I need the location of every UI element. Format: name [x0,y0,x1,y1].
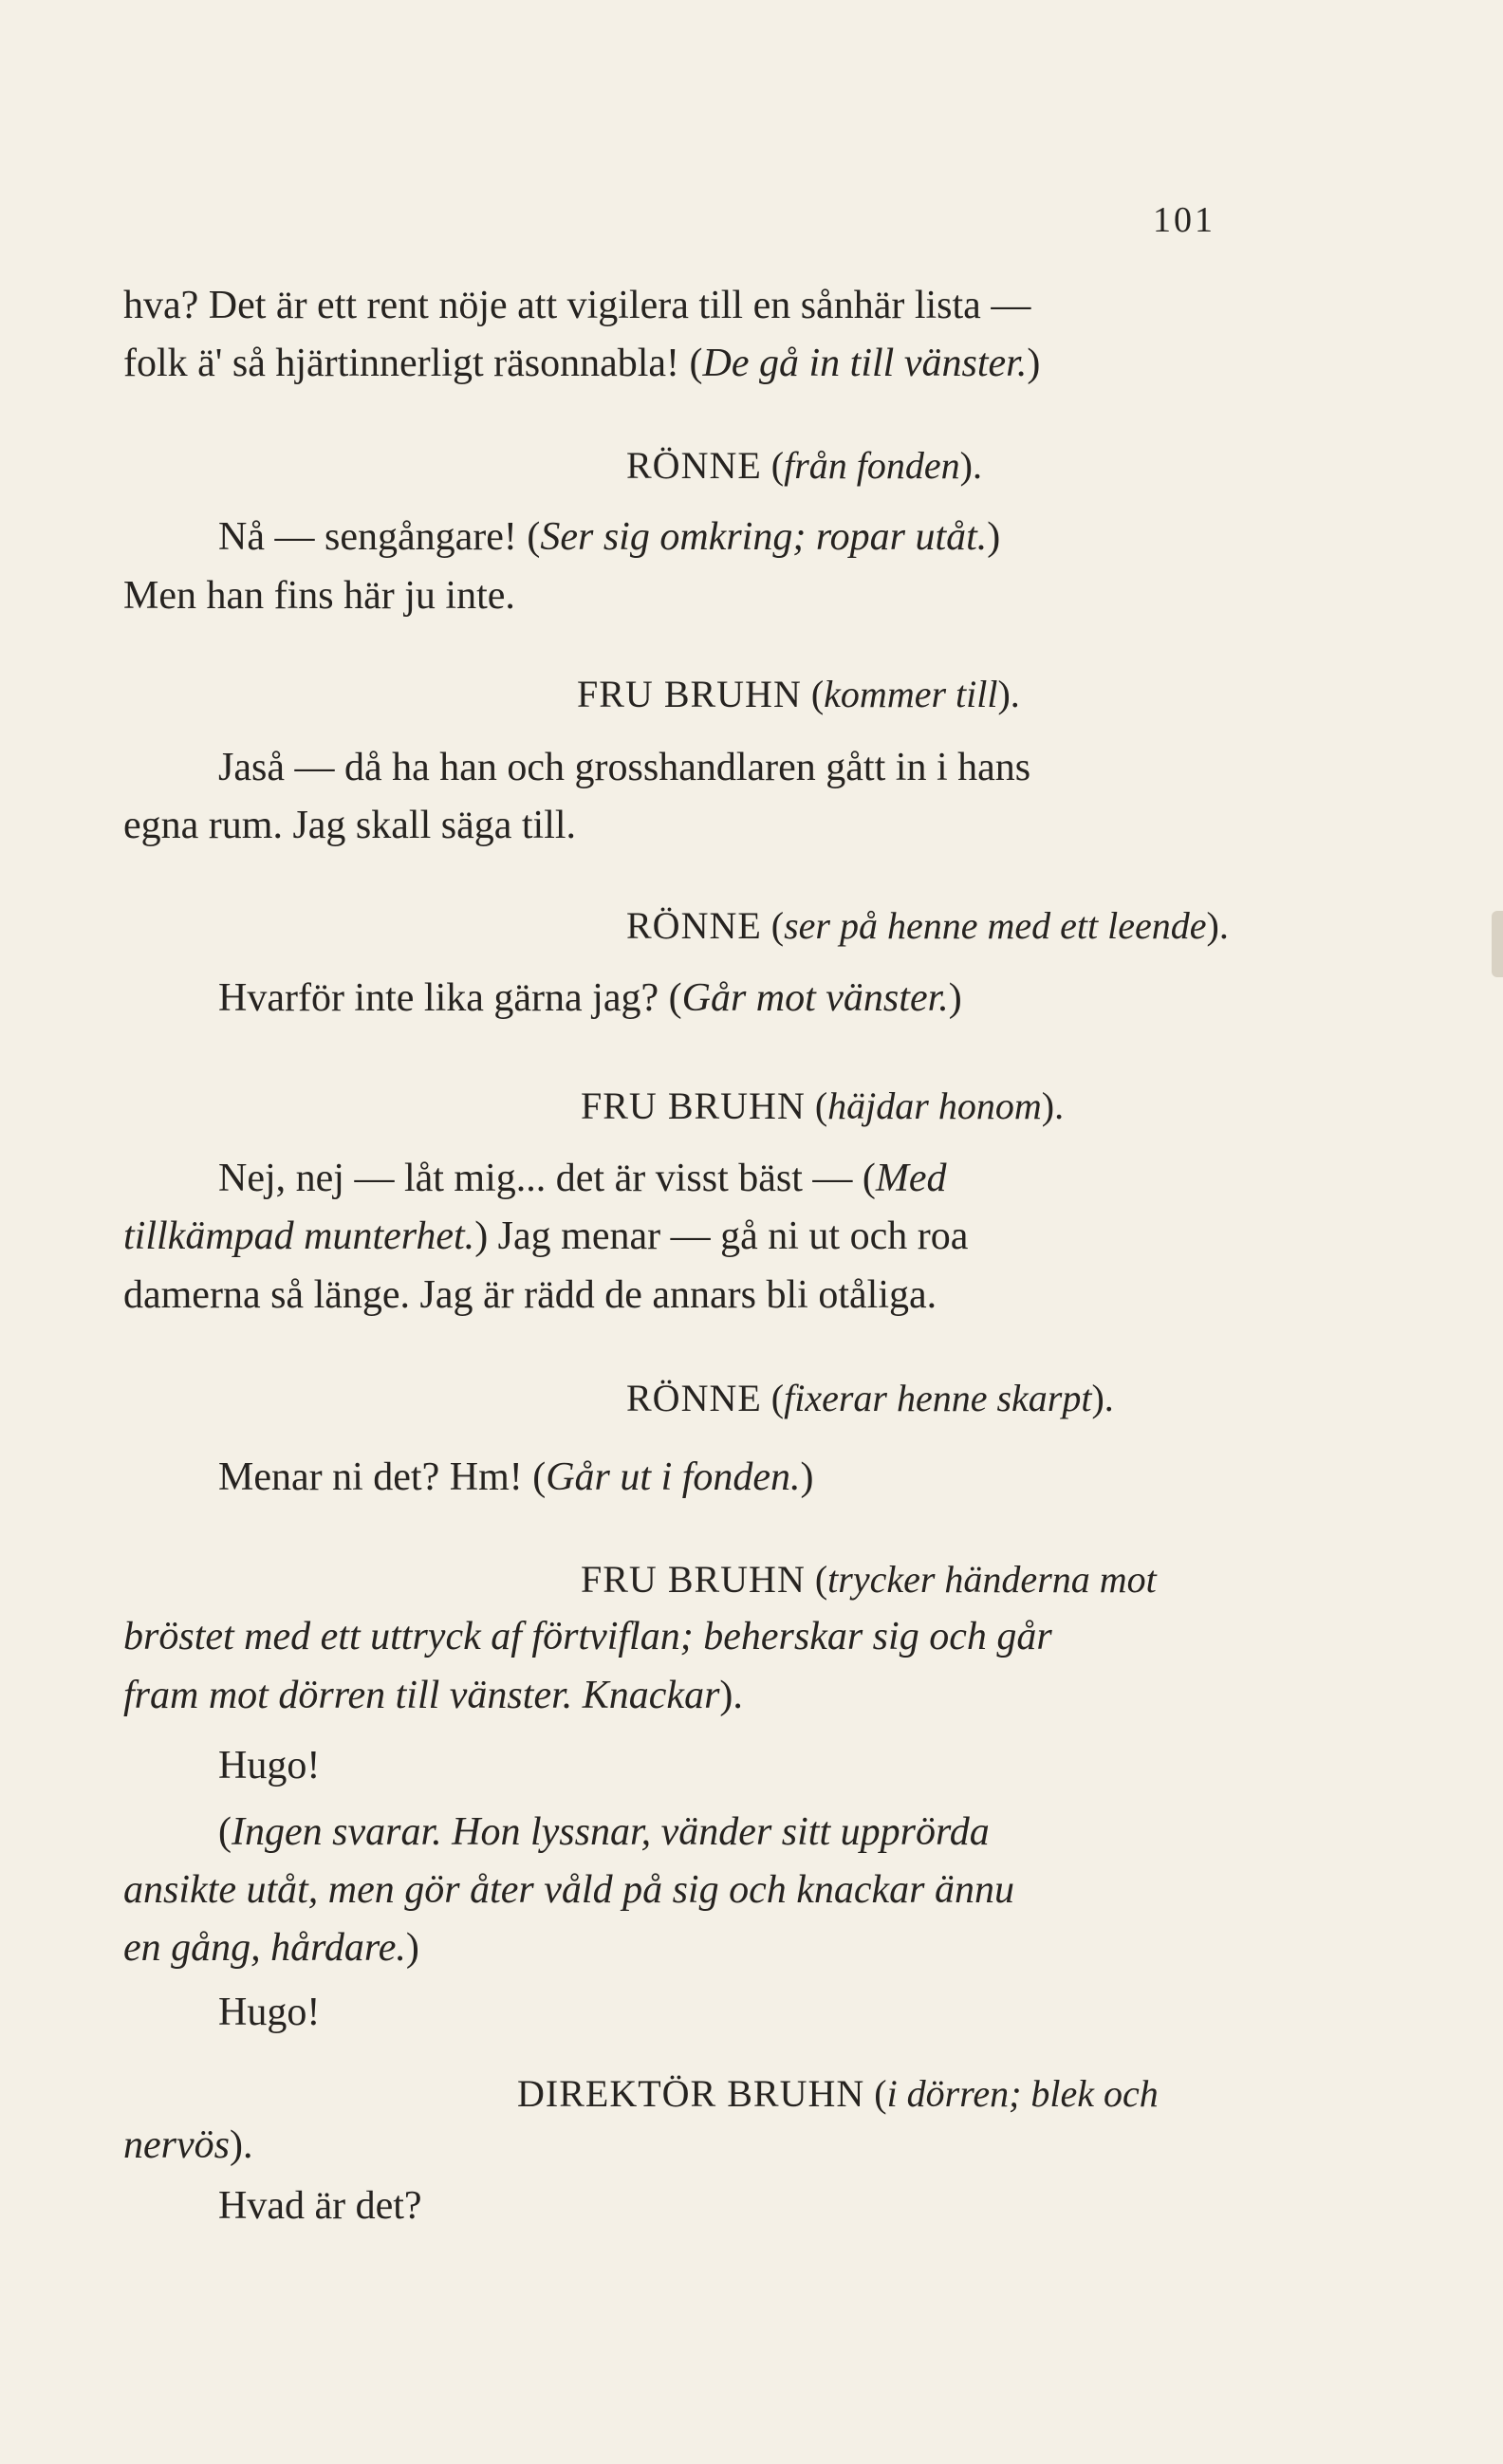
page-edge-tab [1492,911,1503,977]
stage-direction: fixerar henne skarpt [784,1377,1092,1419]
speaker-heading [581,1550,1157,1608]
text-line [218,2177,422,2235]
stage-direction: tillkämpad munterhet. [123,1214,475,1258]
text-segment: ( [814,1084,828,1127]
speaker-heading [626,897,1229,954]
text-segment: Hugo! [218,1991,321,2034]
text-line [123,335,1040,393]
stage-direction: bröstet med ett uttryck af förtviflan; beherskar sig och går [123,1615,1052,1658]
text-line [123,277,1030,335]
stage-direction: Går ut i fonden. [546,1455,801,1499]
stage-direction: en gång, hårdare. [123,1926,406,1970]
stage-direction: ansikte utåt, men gör åter våld på sig och knackar ännu [123,1868,1015,1912]
text-line [123,1267,937,1325]
speaker-name: FRU BRUHN [581,1558,806,1601]
speaker-name: FRU BRUHN [577,673,802,715]
speaker-name: RÖNNE [626,1377,762,1419]
stage-direction: Går mot vänster. [681,976,949,1020]
stage-direction: från fonden [784,444,960,487]
speaker-heading [517,2065,1159,2122]
stage-direction: ser på henne med ett leende [784,904,1207,947]
text-segment: ). [229,2123,253,2167]
text-segment: Nå — sengångare! ( [218,515,541,559]
text-segment: ). [719,1674,743,1717]
speaker-heading [626,436,982,494]
text-segment: ( [770,1377,785,1419]
text-line-1: hva? Det är ett rent nöje att vigilera till en sånhär lista — [123,284,1031,327]
text-line [218,1449,814,1507]
text-line [218,1737,320,1795]
stage-direction: Med [875,1157,947,1200]
text-segment: ). [997,673,1020,715]
text-segment: Men han fins här ju inte. [123,574,515,618]
text-line [218,1150,947,1208]
text-segment: Nej, nej — låt mig... det är visst bäst — ( [218,1157,876,1200]
text-segment: ) Jag menar — gå ni ut och roa [474,1214,969,1258]
stage-direction-line [123,2117,252,2175]
text-segment: ( [770,444,785,487]
text-line [218,509,1000,566]
stage-direction: trycker händerna mot [827,1558,1157,1601]
text-line [218,739,1030,797]
stage-direction-line [123,1862,1014,1919]
text-segment: folk ä' så hjärtinnerligt räsonnabla! ( [123,342,703,385]
speaker-heading [577,665,1020,723]
speaker-name: RÖNNE [626,444,762,487]
text-segment: ) [948,976,962,1020]
text-line [123,567,515,625]
speaker-heading [581,1077,1064,1135]
text-segment: ) [1027,342,1041,385]
stage-direction-line [123,1608,1052,1666]
text-segment: Jaså — då ha han och grosshandlaren gått in i hans [218,746,1031,789]
stage-direction: fram mot dörren till vänster. Knackar [123,1674,720,1717]
text-segment: egna rum. Jag skall säga till. [123,804,577,847]
page-number: 101 [1153,200,1215,240]
text-segment: ) [405,1926,419,1970]
text-segment: ( [810,673,825,715]
text-segment: ( [874,2072,887,2115]
stage-direction: kommer till [824,673,998,715]
text-segment: ). [1041,1084,1065,1127]
stage-direction: De gå in till vänster. [702,342,1028,385]
stage-direction: Ingen svarar. Hon lyssnar, vänder sitt upprörda [232,1810,990,1854]
stage-direction: nervös [123,2123,230,2167]
stage-direction: i dörren; blek och [886,2072,1159,2115]
text-segment: ( [218,1810,232,1854]
text-segment: damerna så länge. Jag är rädd de annars bli otåliga. [123,1273,937,1317]
text-segment: ) [800,1455,814,1499]
speaker-name: DIREKTÖR BRUHN [517,2072,865,2115]
speaker-heading [626,1369,1114,1427]
text-segment: ). [1206,904,1229,947]
speaker-name: FRU BRUHN [581,1084,806,1127]
text-line [218,1984,320,2042]
text-line [123,797,576,855]
text-segment: Menar ni det? Hm! ( [218,1455,547,1499]
stage-direction: häjdar honom [827,1084,1042,1127]
text-segment: ). [1091,1377,1114,1419]
speaker-name: RÖNNE [626,904,762,947]
text-segment: ( [770,904,785,947]
text-segment: Hvarför inte lika gärna jag? ( [218,976,682,1020]
stage-direction-line [218,1804,990,1862]
text-segment: Hvad är det? [218,2184,422,2228]
text-segment: Hugo! [218,1744,321,1788]
stage-direction-line [123,1919,419,1977]
text-segment: ) [987,515,1001,559]
stage-direction-line [123,1667,743,1725]
text-segment: ( [814,1558,828,1601]
text-segment: ). [959,444,982,487]
stage-direction: Ser sig omkring; ropar utåt. [540,515,988,559]
text-line [218,970,962,1028]
text-line [123,1208,968,1266]
